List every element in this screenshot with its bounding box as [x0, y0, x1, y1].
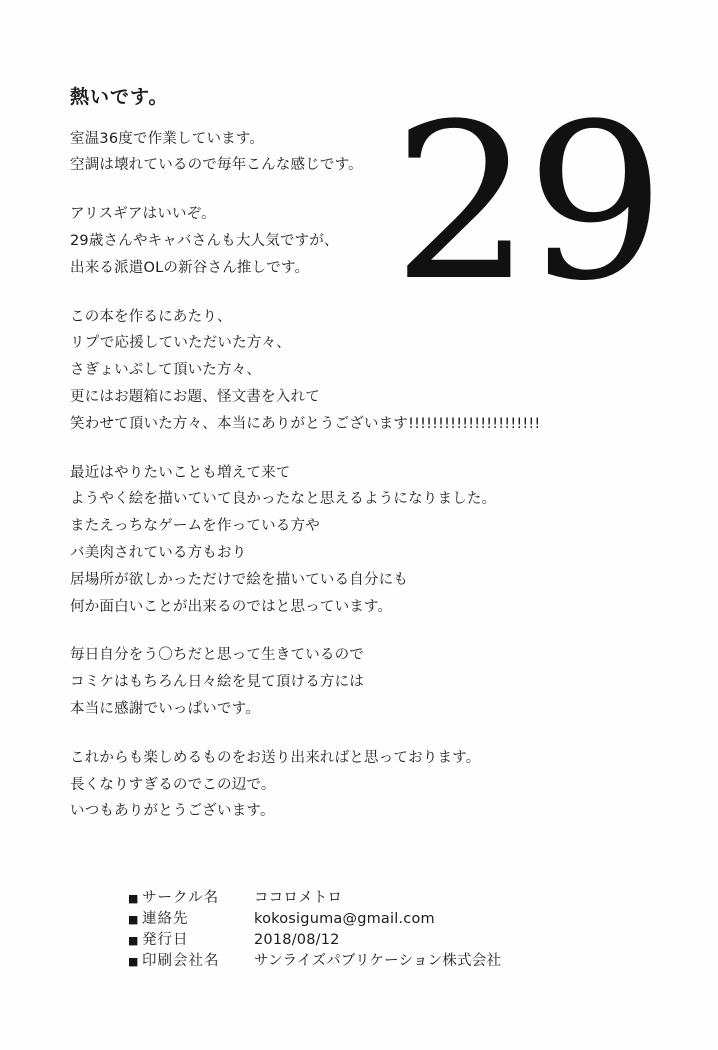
- text-line: 毎日自分をう〇ちだと思って生きているので: [70, 647, 364, 664]
- text-line: これからも楽しめるものをお送り出来ればと思っております。: [70, 749, 481, 766]
- colophon-value-email: kokosiguma@gmail.com: [254, 911, 435, 927]
- text-line: 出来る派遣OLの新谷さん推しです。: [70, 259, 310, 276]
- text-line: 居場所が欲しかっただけで絵を描いている自分にも: [70, 571, 409, 588]
- paragraph-6: [70, 745, 650, 825]
- paragraph-5: [70, 642, 650, 722]
- colophon-label: 発行日: [142, 932, 189, 948]
- colophon-row-contact: [128, 909, 628, 930]
- square-bullet-icon: ■: [128, 892, 139, 905]
- square-bullet-icon: ■: [128, 955, 139, 968]
- colophon-row-circle-name: [128, 888, 628, 909]
- text-line: 更にはお題箱にお題、怪文書を入れて: [70, 389, 320, 406]
- colophon-value-printer: サンライズパブリケーション株式会社: [254, 953, 502, 969]
- page-title: 熱いです。: [70, 86, 169, 108]
- paragraph-3: [70, 304, 650, 438]
- colophon-block: [128, 888, 628, 972]
- text-line: この本を作るにあたり、: [70, 308, 232, 325]
- colophon-label: 印刷会社名: [142, 953, 220, 969]
- text-line: バ美肉されている方もおり: [70, 545, 247, 562]
- text-line: 本当に感謝でいっぱいです。: [70, 701, 260, 718]
- text-line: 29歳さんやキャバさんも大人気ですが、: [70, 233, 339, 250]
- text-line: コミケはもちろん日々絵を見て頂ける方には: [70, 674, 364, 691]
- page-number-watermark: 29: [392, 77, 660, 328]
- text-line: さぎょいぷして頂いた方々、: [70, 362, 262, 379]
- square-bullet-icon: ■: [128, 934, 139, 947]
- text-line: またえっちなゲームを作っている方や: [70, 518, 320, 535]
- colophon-label: サークル名: [142, 890, 220, 906]
- paragraph-2: [70, 201, 650, 281]
- colophon-value: ココロメトロ: [254, 890, 343, 906]
- colophon-value-date: 2018/08/12: [254, 932, 340, 948]
- text-line: リプで応援していただいた方々、: [70, 335, 291, 352]
- text-line: 何か面白いことが出来るのではと思っています。: [70, 598, 393, 615]
- text-line: 長くなりすぎるのでこの辺で。: [70, 776, 276, 793]
- text-line: アリスギアはいいぞ。: [70, 206, 216, 223]
- square-bullet-icon: ■: [128, 913, 139, 926]
- text-line: ようやく絵を描いていて良かったなと思えるようになりました。: [70, 491, 497, 508]
- colophon-label: 連絡先: [142, 911, 189, 927]
- afterword-block: [70, 85, 650, 847]
- paragraph-1: [70, 126, 650, 180]
- paragraph-4: [70, 460, 650, 621]
- text-line: 室温36度で作業しています。: [70, 130, 265, 147]
- text-line: 空調は壊れているので毎年こんな感じです。: [70, 157, 363, 174]
- text-line: いつもありがとうございます。: [70, 803, 275, 820]
- colophon-row-publish-date: [128, 930, 628, 951]
- text-line: 笑わせて頂いた方々、本当にありがとうございます!!!!!!!!!!!!!!!!!!!!!!: [70, 415, 541, 432]
- colophon-row-printer: [128, 951, 628, 972]
- text-line: 最近はやりたいことも増えて来て: [70, 464, 291, 481]
